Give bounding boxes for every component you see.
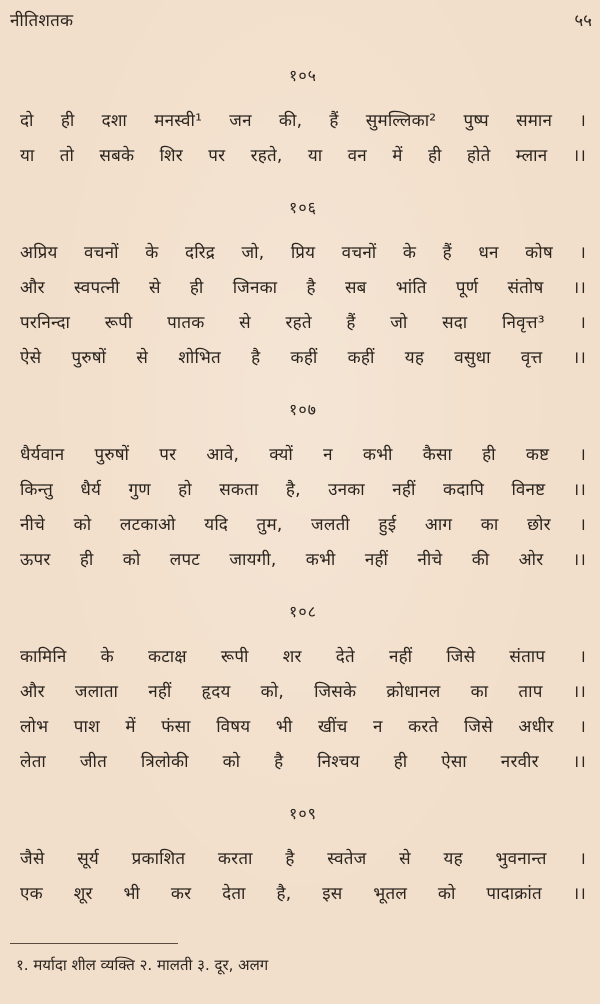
verse-line: या तो सबके शिर पर रहते, या वन में ही होते म्लान ।। [20, 146, 586, 166]
verse-109 [20, 802, 586, 912]
verse-line: लोभ पाश में फंसा विषय भी खींच न करते जिसे अधीर । [20, 717, 586, 737]
page-number: ५५ [574, 11, 592, 31]
verse-line: एक शूर भी कर देता है, इस भूतल को पादाक्रांत ।। [20, 884, 586, 904]
verse-number: १०५ [289, 66, 317, 85]
verse-content [20, 64, 586, 912]
verse-line: ऐसे पुरुषों से शोभित है कहीं कहीं यह वसुधा वृत्त ।। [20, 348, 586, 368]
verse-number: १०७ [289, 400, 317, 419]
verse-gap [20, 780, 586, 802]
verse-105 [20, 64, 586, 174]
verse-line: जैसे सूर्य प्रकाशित करता है स्वतेज से यह भुवनान्त । [20, 849, 586, 869]
verse-line: नीचे को लटकाओ यदि तुम, जलती हुई आग का छोर । [20, 515, 586, 535]
verse-line: दो ही दशा मनस्वी¹ जन की, हैं सुमल्लिका² पुष्प समान । [20, 111, 586, 131]
verse-number: १०६ [289, 198, 317, 217]
verse-line: धैर्यवान पुरुषों पर आवे, क्यों न कभी कैसा ही कष्ट । [20, 445, 586, 465]
verse-108 [20, 600, 586, 780]
verse-gap [20, 174, 586, 196]
verse-line: और स्वपत्नी से ही जिनका है सब भांति पूर्ण संतोष ।। [20, 278, 586, 298]
footnote: १. मर्यादा शील व्यक्ति २. मालती ३. दूर, अलग [16, 956, 269, 974]
verse-number: १०९ [289, 804, 317, 823]
verse-gap [20, 578, 586, 600]
verse-number: १०८ [289, 602, 317, 621]
verse-line: और जलाता नहीं हृदय को, जिसके क्रोधानल का ताप ।। [20, 682, 586, 702]
verse-gap [20, 376, 586, 398]
footnote-divider [10, 943, 178, 944]
verse-line: अप्रिय वचनों के दरिद्र जो, प्रिय वचनों के हैं धन कोष । [20, 243, 586, 263]
verse-line: किन्तु धैर्य गुण हो सकता है, उनका नहीं कदापि विनष्ट ।। [20, 480, 586, 500]
verse-106 [20, 196, 586, 376]
verse-line: कामिनि के कटाक्ष रूपी शर देते नहीं जिसे संताप । [20, 647, 586, 667]
verse-107 [20, 398, 586, 578]
verse-line: लेता जीत त्रिलोकी को है निश्चय ही ऐसा नरवीर ।। [20, 752, 586, 772]
page-header [10, 8, 592, 36]
running-title: नीतिशतक [10, 11, 74, 31]
verse-line: ऊपर ही को लपट जायगी, कभी नहीं नीचे की ओर ।। [20, 550, 586, 570]
verse-line: परनिन्दा रूपी पातक से रहते हैं जो सदा निवृत्त³ । [20, 313, 586, 333]
